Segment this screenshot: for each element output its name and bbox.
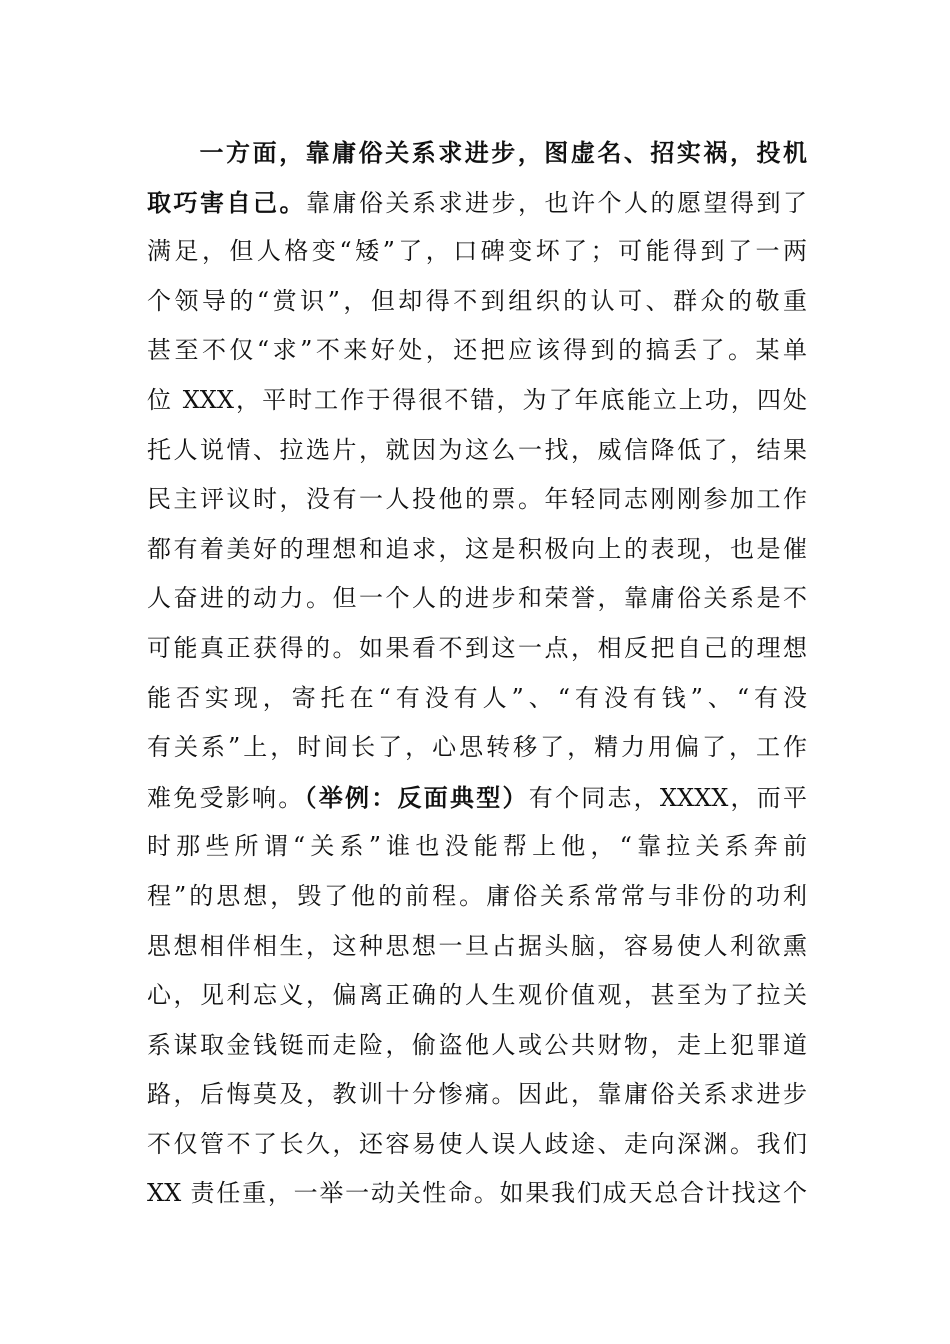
text-segment: 程”的思想，毁了他的前程。庸俗关系常常与非份的功利: [147, 881, 807, 910]
text-line: [147, 1021, 807, 1071]
text-line: [147, 1169, 807, 1219]
text-line: [147, 574, 807, 624]
text-segment: 系谋取金钱铤而走险，偷盗他人或公共财物，走上犯罪道: [147, 1030, 807, 1059]
text-line: [147, 1070, 807, 1120]
text-line: [147, 426, 807, 476]
text-line: [147, 326, 807, 376]
text-segment: 心，见利忘义，偏离正确的人生观价值观，甚至为了拉关: [147, 981, 807, 1010]
text-segment: 有关系”上，时间长了，心思转移了，精力用偏了，工作: [147, 733, 807, 762]
text-segment: 时那些所谓“关系”谁也没能帮上他，“靠拉关系奔前: [147, 832, 807, 861]
text-line: [147, 525, 807, 575]
text-segment: 能否实现，寄托在“有没有人”、“有没有钱”、“有没: [147, 683, 807, 712]
text-segment: XX 责任重，一举一动关性命。如果我们成天总合计找这个: [147, 1179, 807, 1208]
text-line: [147, 723, 807, 773]
text-segment: 难免受影响。: [147, 783, 305, 812]
text-line: [147, 178, 807, 228]
text-segment: 路，后悔莫及，教训十分惨痛。因此，靠庸俗关系求进步: [147, 1080, 807, 1109]
bold-text-segment: 取巧害自己。: [147, 187, 306, 217]
body-paragraph: [147, 128, 807, 1219]
text-segment: 可能真正获得的。如果看不到这一点，相反把自己的理想: [147, 633, 807, 662]
text-segment: 位 XXX，平时工作于得很不错，为了年底能立上功，四处: [147, 385, 807, 414]
text-segment: 民主评议时，没有一人投他的票。年轻同志刚刚参加工作: [147, 485, 807, 514]
text-segment: 个领导的“赏识”，但却得不到组织的认可、群众的敬重: [147, 286, 807, 315]
text-line: [147, 922, 807, 972]
text-segment: 人奋进的动力。但一个人的进步和荣誉，靠庸俗关系是不: [147, 584, 807, 613]
text-line: [147, 773, 807, 823]
text-line: [147, 971, 807, 1021]
text-segment: 都有着美好的理想和追求，这是积极向上的表现，也是催: [147, 534, 807, 563]
text-line: [147, 674, 807, 724]
text-segment: 有个同志，XXXX，而平: [528, 783, 807, 812]
text-line: [147, 128, 807, 178]
text-line: [147, 624, 807, 674]
text-line: [147, 475, 807, 525]
text-segment: 满足，但人格变“矮”了，口碑变坏了；可能得到了一两: [147, 237, 807, 266]
text-segment: 甚至不仅“求”不来好处，还把应该得到的搞丢了。某单: [147, 336, 807, 365]
text-line: [147, 227, 807, 277]
text-segment: 思想相伴相生，这种思想一旦占据头脑，容易使人利欲熏: [147, 931, 807, 960]
bold-text-segment: （举例：反面典型）: [304, 782, 529, 812]
text-line: [147, 1120, 807, 1170]
text-line: [147, 376, 807, 426]
text-line: [147, 872, 807, 922]
text-segment: 靠庸俗关系求进步，也许个人的愿望得到了: [306, 188, 807, 217]
text-segment: 托人说情、拉选片，就因为这么一找，威信降低了，结果: [147, 435, 807, 464]
text-line: [147, 822, 807, 872]
bold-text-segment: 一方面，靠庸俗关系求进步，图虚名、招实祸，投机: [197, 138, 807, 167]
text-line: [147, 277, 807, 327]
text-segment: 不仅管不了长久，还容易使人误人歧途、走向深渊。我们: [147, 1129, 807, 1158]
